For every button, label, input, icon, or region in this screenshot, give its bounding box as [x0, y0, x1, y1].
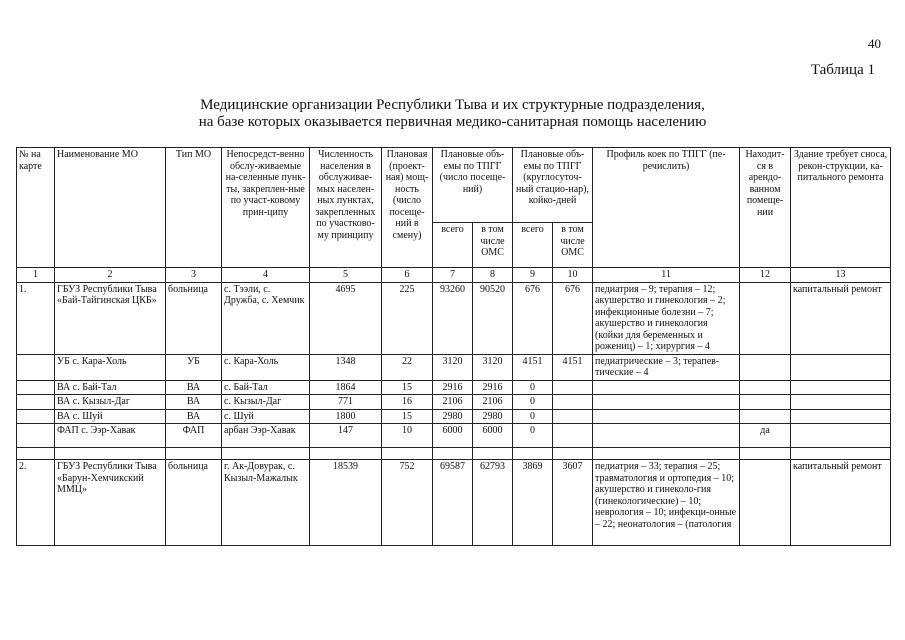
visits-total: 69587 — [433, 460, 473, 546]
visits-oms: 2980 — [473, 409, 513, 424]
spacer-cell — [433, 448, 473, 460]
rented — [740, 354, 791, 380]
header-map-number: № на карте — [17, 148, 55, 268]
header-settlements: Непосредст-венно обслу-живаемые на-селенные пунк-ты, закреплен-ные по участ-ковому прин-ципу — [222, 148, 310, 268]
bed-days-oms — [553, 380, 593, 395]
needs-repair — [791, 354, 891, 380]
row-number — [17, 354, 55, 380]
row-number — [17, 380, 55, 395]
population: 771 — [310, 395, 382, 410]
settlements: с. Шуй — [222, 409, 310, 424]
column-number: 1 — [17, 268, 55, 283]
column-number: 6 — [382, 268, 433, 283]
visits-oms: 6000 — [473, 424, 513, 448]
column-number: 8 — [473, 268, 513, 283]
row-number — [17, 409, 55, 424]
population: 4695 — [310, 282, 382, 354]
page-number: 40 — [868, 36, 881, 51]
mo-name: ГБУЗ Республики Тыва «Барун-Хемчикский ММЦ» — [55, 460, 166, 546]
spacer-cell — [17, 448, 55, 460]
header-planned-visits: Плановые объ-емы по ТПГГ (число посеще-ний) — [433, 148, 513, 223]
column-number: 12 — [740, 268, 791, 283]
visits-total: 2106 — [433, 395, 473, 410]
spacer-cell — [166, 448, 222, 460]
mo-type: больница — [166, 282, 222, 354]
mo-type: ФАП — [166, 424, 222, 448]
spacer-cell — [513, 448, 553, 460]
row-number — [17, 395, 55, 410]
population: 18539 — [310, 460, 382, 546]
settlements: арбан Ээр-Хавак — [222, 424, 310, 448]
capacity: 16 — [382, 395, 433, 410]
needs-repair — [791, 380, 891, 395]
mo-type: УБ — [166, 354, 222, 380]
visits-total: 3120 — [433, 354, 473, 380]
capacity: 752 — [382, 460, 433, 546]
mo-type: ВА — [166, 395, 222, 410]
spacer-cell — [553, 448, 593, 460]
column-number: 9 — [513, 268, 553, 283]
rented — [740, 460, 791, 546]
settlements: с. Кара-Холь — [222, 354, 310, 380]
visits-total: 93260 — [433, 282, 473, 354]
bed-days-oms: 676 — [553, 282, 593, 354]
medical-organizations-table — [16, 147, 891, 546]
population: 147 — [310, 424, 382, 448]
table-row — [17, 409, 891, 424]
column-number: 5 — [310, 268, 382, 283]
bed-profile — [593, 409, 740, 424]
bed-days-total: 3869 — [513, 460, 553, 546]
header-capacity: Плановая (проект-ная) мощ-ность (число посеще-ний в смену) — [382, 148, 433, 268]
rented: да — [740, 424, 791, 448]
rented — [740, 380, 791, 395]
header-mo-name: Наименование МО — [55, 148, 166, 268]
bed-days-total: 0 — [513, 424, 553, 448]
capacity: 10 — [382, 424, 433, 448]
spacer-cell — [222, 448, 310, 460]
row-number: 1. — [17, 282, 55, 354]
spacer-cell — [593, 448, 740, 460]
row-number — [17, 424, 55, 448]
visits-oms: 2106 — [473, 395, 513, 410]
spacer-cell — [473, 448, 513, 460]
column-numbers-row — [17, 268, 891, 283]
bed-days-total: 0 — [513, 380, 553, 395]
row-number: 2. — [17, 460, 55, 546]
column-number: 4 — [222, 268, 310, 283]
mo-name: ФАП с. Ээр-Хавак — [55, 424, 166, 448]
bed-profile — [593, 424, 740, 448]
spacer-cell — [382, 448, 433, 460]
column-number: 7 — [433, 268, 473, 283]
needs-repair — [791, 424, 891, 448]
bed-days-oms — [553, 395, 593, 410]
rented — [740, 282, 791, 354]
table-row — [17, 424, 891, 448]
header-beds-total: всего — [513, 223, 553, 268]
column-number: 3 — [166, 268, 222, 283]
bed-days-total: 4151 — [513, 354, 553, 380]
rented — [740, 409, 791, 424]
table-row — [17, 380, 891, 395]
column-number: 10 — [553, 268, 593, 283]
spacer-cell — [310, 448, 382, 460]
bed-days-total: 676 — [513, 282, 553, 354]
bed-profile — [593, 380, 740, 395]
spacer-cell — [740, 448, 791, 460]
column-number: 2 — [55, 268, 166, 283]
mo-type: ВА — [166, 380, 222, 395]
column-number: 11 — [593, 268, 740, 283]
mo-type: больница — [166, 460, 222, 546]
mo-name: ВА с. Бай-Тал — [55, 380, 166, 395]
settlements: с. Бай-Тал — [222, 380, 310, 395]
table-row — [17, 460, 891, 546]
header-visits-oms: в том числе ОМС — [473, 223, 513, 268]
bed-profile — [593, 395, 740, 410]
capacity: 225 — [382, 282, 433, 354]
needs-repair — [791, 395, 891, 410]
mo-name: УБ с. Кара-Холь — [55, 354, 166, 380]
table-row — [17, 395, 891, 410]
spacer-cell — [791, 448, 891, 460]
bed-days-oms: 3607 — [553, 460, 593, 546]
header-beds-oms: в том числе ОМС — [553, 223, 593, 268]
bed-days-oms: 4151 — [553, 354, 593, 380]
header-planned-bed-days: Плановые объ-емы по ТПГГ (круглосуточ-ный стацио-нар), койко-дней — [513, 148, 593, 223]
visits-oms: 62793 — [473, 460, 513, 546]
mo-name: ГБУЗ Республики Тыва «Бай-Тайгинская ЦКБ» — [55, 282, 166, 354]
header-population: Численность населения в обслуживае-мых населен-ных пунктах, закрепленных по участково-му принципу — [310, 148, 382, 268]
mo-name: ВА с. Кызыл-Даг — [55, 395, 166, 410]
population: 1348 — [310, 354, 382, 380]
bed-profile: педиатрия – 9; терапия – 12; акушерство и гинекология – 2; инфекционные болезни – 7; акушерство и гинекология (койки для беременных и рожениц) – 1; хирургия – 4 — [593, 282, 740, 354]
header-rented: Находит-ся в арендо-ванном помеще-нии — [740, 148, 791, 268]
document-title — [0, 97, 905, 131]
visits-oms: 90520 — [473, 282, 513, 354]
bed-days-total: 0 — [513, 409, 553, 424]
settlements: с. Тээли, с. Дружба, с. Хемчик — [222, 282, 310, 354]
needs-repair: капитальный ремонт — [791, 282, 891, 354]
capacity: 15 — [382, 409, 433, 424]
needs-repair: капитальный ремонт — [791, 460, 891, 546]
table-row — [17, 354, 891, 380]
table-row — [17, 282, 891, 354]
title-line-1: Медицинские организации Республики Тыва и их структурные подразделения, — [200, 97, 705, 113]
bed-profile: педиатрические – 3; терапев-тические – 4 — [593, 354, 740, 380]
bed-days-oms — [553, 424, 593, 448]
visits-oms: 2916 — [473, 380, 513, 395]
visits-oms: 3120 — [473, 354, 513, 380]
settlements: с. Кызыл-Даг — [222, 395, 310, 410]
rented — [740, 395, 791, 410]
settlements: г. Ак-Довурак, с. Кызыл-Мажалык — [222, 460, 310, 546]
visits-total: 6000 — [433, 424, 473, 448]
visits-total: 2916 — [433, 380, 473, 395]
bed-days-total: 0 — [513, 395, 553, 410]
population: 1800 — [310, 409, 382, 424]
header-mo-type: Тип МО — [166, 148, 222, 268]
spacer-row — [17, 448, 891, 460]
table-label: Таблица 1 — [810, 62, 875, 78]
capacity: 15 — [382, 380, 433, 395]
visits-total: 2980 — [433, 409, 473, 424]
capacity: 22 — [382, 354, 433, 380]
bed-profile: педиатрия – 33; терапия – 25; травматология и ортопедия – 10; акушерство и гинеколо-гия (гинекологические) – 10; неврология – 10; инфекци-онные – 22; неонатология – (патология — [593, 460, 740, 546]
spacer-cell — [55, 448, 166, 460]
bed-days-oms — [553, 409, 593, 424]
header-row-1 — [17, 148, 891, 223]
population: 1864 — [310, 380, 382, 395]
column-number: 13 — [791, 268, 891, 283]
title-line-2: на базе которых оказывается первичная медико-санитарная помощь населению — [198, 114, 707, 130]
mo-type: ВА — [166, 409, 222, 424]
mo-name: ВА с. Шуй — [55, 409, 166, 424]
needs-repair — [791, 409, 891, 424]
header-bed-profile: Профиль коек по ТПГГ (пе-речислить) — [593, 148, 740, 268]
header-needs-repair: Здание требует сноса, рекон-струкции, ка-питального ремонта — [791, 148, 891, 268]
header-visits-total: всего — [433, 223, 473, 268]
